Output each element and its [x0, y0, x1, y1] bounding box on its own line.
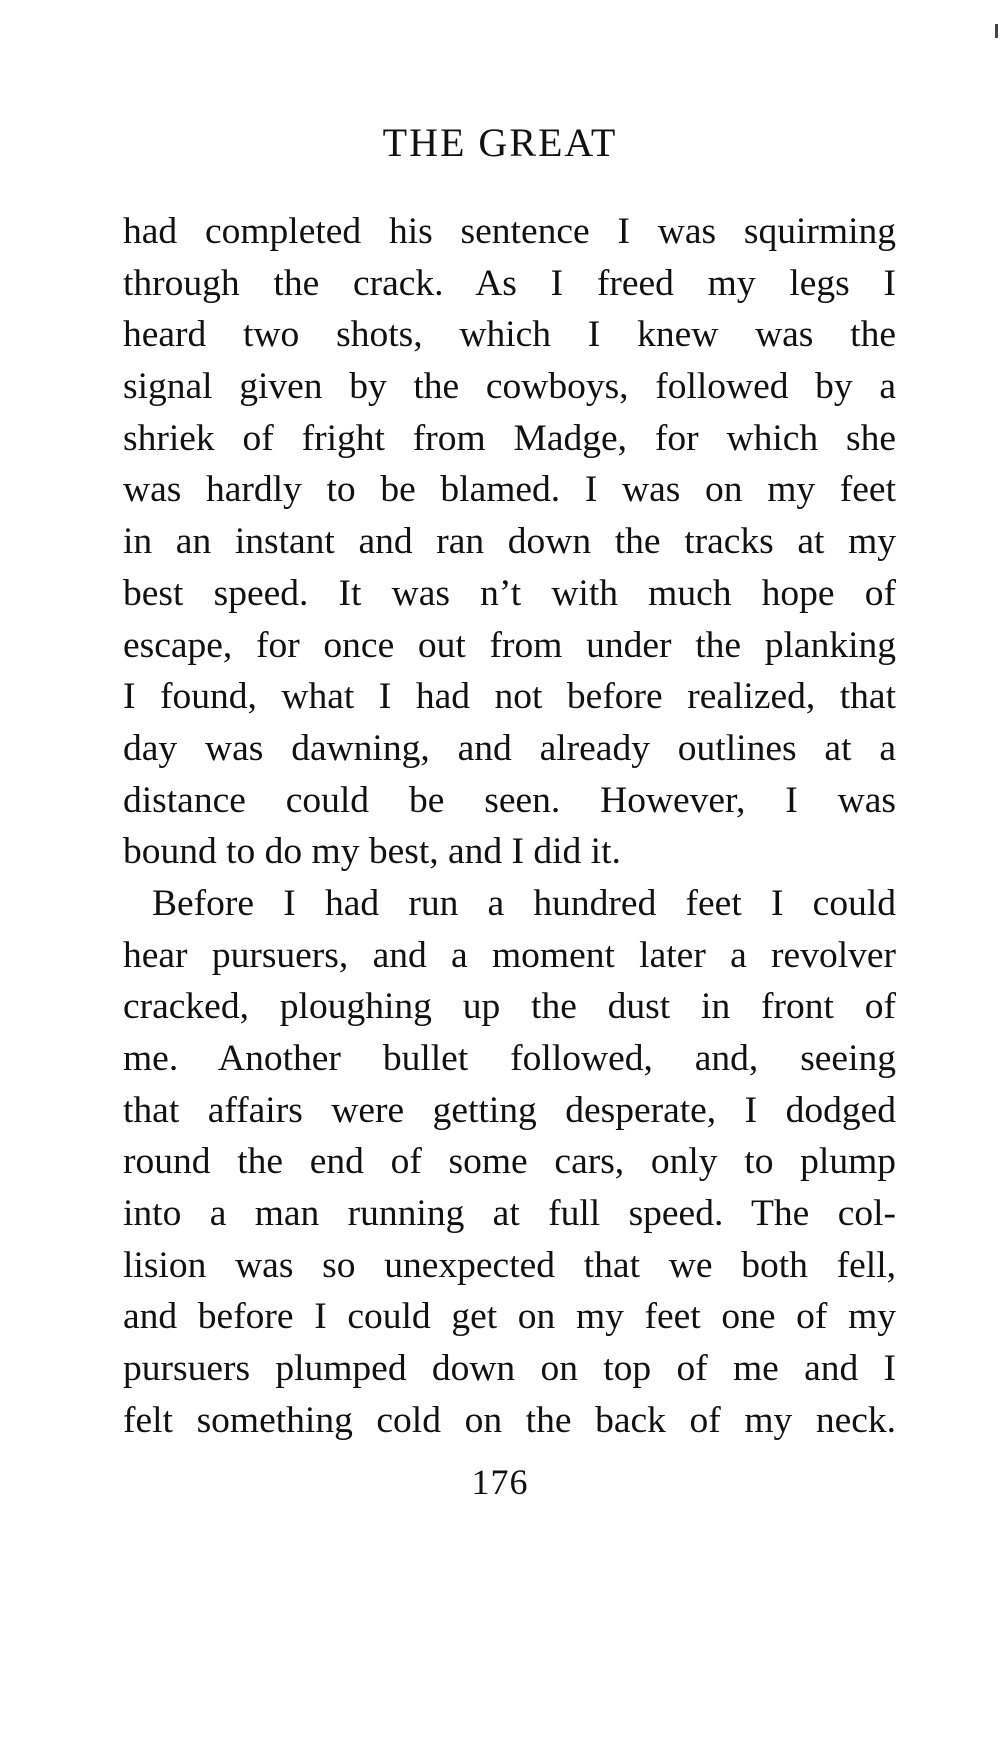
text-line: cracked, ploughing up the dust in front of	[123, 986, 896, 1028]
text-line: I found, what I had not before realized, that	[123, 676, 896, 718]
page-number: 176	[471, 1462, 529, 1502]
text-line: was hardly to be blamed. I was on my feet	[123, 469, 896, 511]
text-line: had completed his sentence I was squirming	[123, 211, 896, 252]
running-head: THE GREAT	[382, 120, 618, 165]
body-text	[123, 206, 896, 1447]
text-line: signal given by the cowboys, followed by a	[123, 366, 896, 408]
text-line: pursuers plumped down on top of me and I	[123, 1348, 896, 1390]
text-line: distance could be seen. However, I was	[123, 779, 896, 821]
text-line: in an instant and ran down the tracks at my	[123, 521, 896, 563]
text-line: heard two shots, which I knew was the	[123, 314, 896, 356]
text-line: best speed. It was n’t with much hope of	[123, 572, 896, 614]
text-line: through the crack. As I freed my legs I	[123, 262, 896, 304]
text-line: shriek of fright from Madge, for which she	[123, 417, 896, 459]
paragraph-end-line: bound to do my best, and I did it.	[123, 831, 621, 873]
text-line: me. Another bullet followed, and, seeing	[123, 1038, 896, 1079]
text-line: felt something cold on the back of my neck.	[123, 1399, 896, 1441]
text-line: escape, for once out from under the planking	[123, 624, 896, 666]
scan-edge-mark	[995, 24, 998, 38]
text-line: into a man running at full speed. The col-	[123, 1193, 896, 1235]
text-line: and before I could get on my feet one of my	[123, 1296, 896, 1338]
text-line: lision was so unexpected that we both fell,	[123, 1244, 896, 1286]
text-line: round the end of some cars, only to plump	[123, 1141, 896, 1183]
text-line: day was dawning, and already outlines at a	[123, 727, 896, 769]
text-line: hear pursuers, and a moment later a revolver	[123, 934, 896, 976]
paragraph-start-line: Before I had run a hundred feet I could	[152, 882, 896, 924]
text-line: that affairs were getting desperate, I dodged	[123, 1089, 896, 1131]
